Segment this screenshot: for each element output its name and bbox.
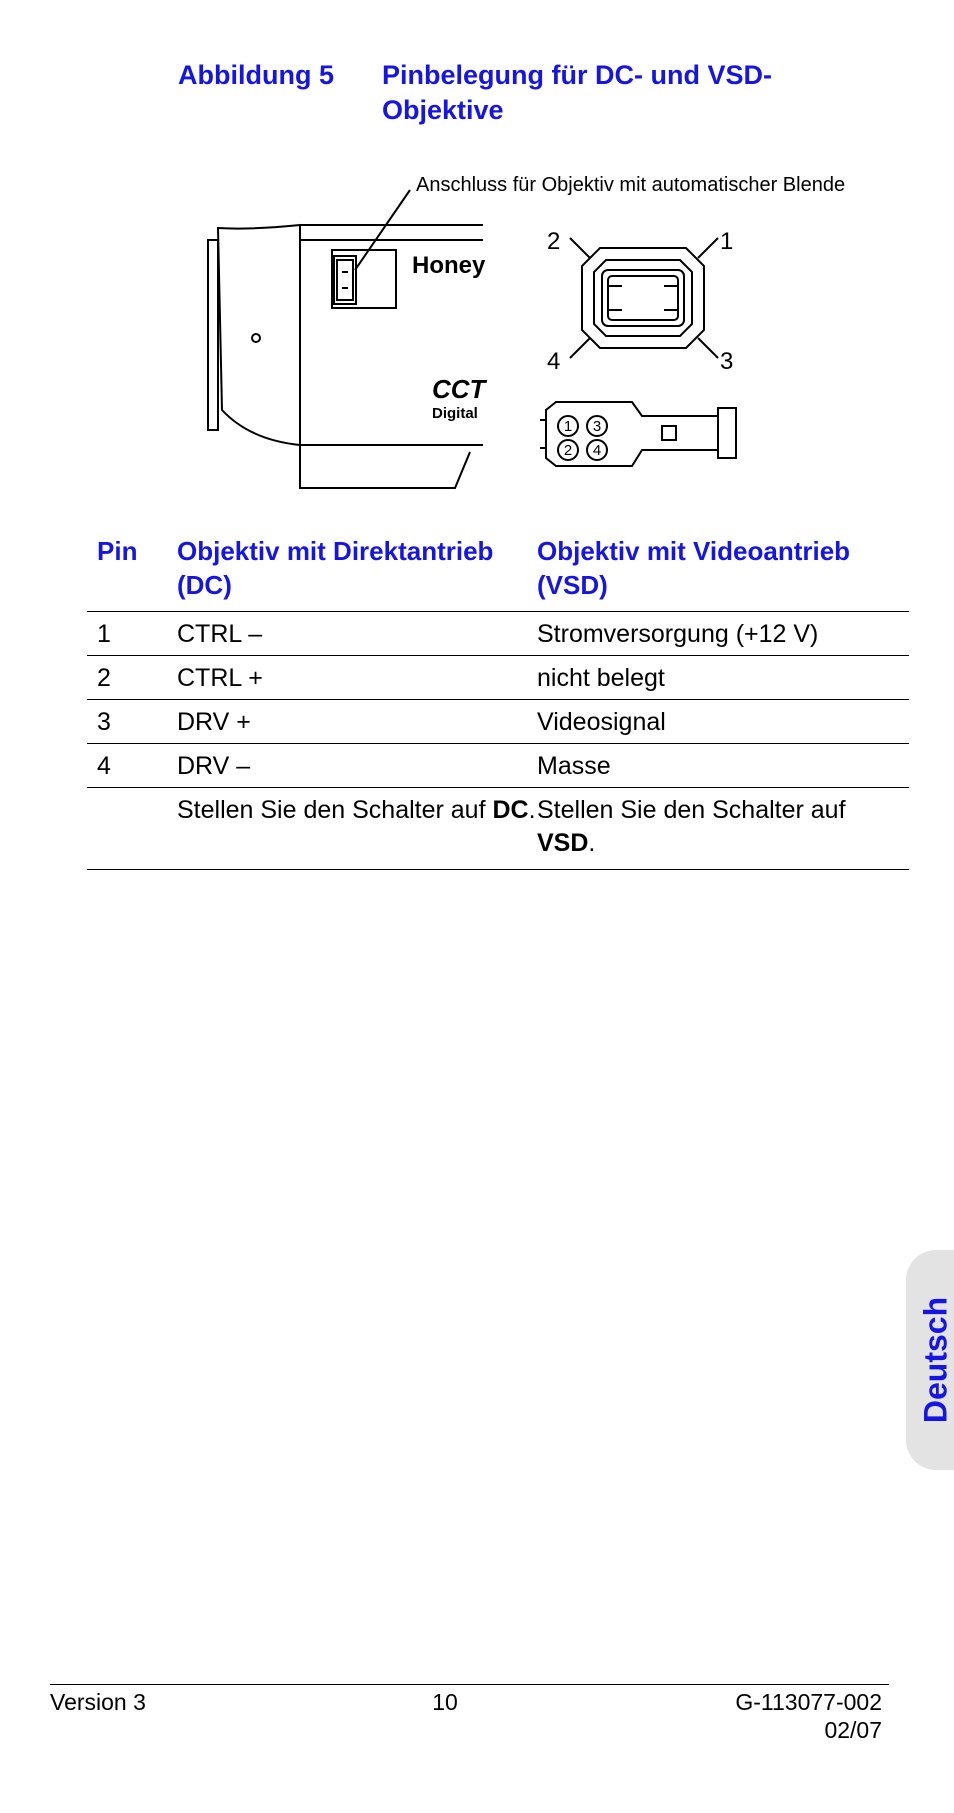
- footer-date: 02/07: [824, 1717, 882, 1743]
- language-tab-label: Deutsch: [917, 1296, 954, 1424]
- plug-pin-3: 3: [592, 418, 602, 435]
- header-pin: Pin: [97, 536, 138, 566]
- footer-divider: [50, 1684, 889, 1685]
- header-dc: Objektiv mit Direktantrieb (DC): [177, 536, 494, 600]
- pin-assignment-table: [87, 532, 909, 870]
- vsd-cell: Videosignal: [537, 700, 909, 744]
- table-row: [87, 656, 909, 700]
- pin-cell: 2: [87, 656, 177, 700]
- brand-text: Honey: [412, 252, 486, 279]
- figure-title: Pinbelegung für DC- und VSD-Objektive: [382, 60, 772, 125]
- vsd-cell: Stromversorgung (+12 V): [537, 612, 909, 656]
- pin-label-3: 3: [720, 348, 734, 375]
- plug-pin-2: 2: [563, 442, 573, 459]
- dc-switch-suffix: .: [528, 796, 536, 824]
- vsd-switch-cell: [537, 788, 909, 870]
- vsd-cell: Masse: [537, 744, 909, 788]
- header-vsd: Objektiv mit Videoantrieb (VSD): [537, 536, 851, 600]
- pin-cell: 1: [87, 612, 177, 656]
- dc-cell: CTRL +: [177, 656, 537, 700]
- connector-figure: [0, 170, 954, 500]
- dc-cell: CTRL –: [177, 612, 537, 656]
- pin-cell: 4: [87, 744, 177, 788]
- vsd-cell: nicht belegt: [537, 656, 909, 700]
- table-header-row: [87, 532, 909, 612]
- pin-label-1: 1: [720, 228, 734, 255]
- switch-row: [87, 788, 909, 870]
- vsd-switch-suffix: .: [588, 829, 596, 857]
- footer-doc-id: G-113077-002: [735, 1689, 882, 1715]
- figure-number: Abbildung 5: [178, 60, 334, 90]
- plug-pin-1: 1: [563, 418, 573, 435]
- footer-page-number: 10: [432, 1689, 458, 1715]
- footer-version: Version 3: [50, 1689, 146, 1715]
- pin-label-4: 4: [547, 348, 561, 375]
- product-sub-text: Digital: [432, 405, 478, 422]
- plug-pin-4: 4: [592, 442, 602, 459]
- product-text: CCT: [432, 374, 486, 404]
- vsd-switch-text: Stellen Sie den Schalter auf: [537, 796, 846, 824]
- table-row: [87, 612, 909, 656]
- dc-switch-bold: DC: [492, 796, 529, 824]
- dc-switch-text: Stellen Sie den Schalter auf: [177, 796, 493, 824]
- dc-cell: DRV +: [177, 700, 537, 744]
- vsd-switch-bold: VSD: [537, 829, 589, 857]
- pin-cell: 3: [87, 700, 177, 744]
- pin-label-2: 2: [547, 228, 561, 255]
- table-row: [87, 700, 909, 744]
- language-tab: [906, 1250, 954, 1470]
- camera-illustration: [0, 170, 954, 500]
- table-row: [87, 744, 909, 788]
- dc-cell: DRV –: [177, 744, 537, 788]
- dc-switch-cell: [177, 788, 537, 870]
- pin-cell-empty: [87, 788, 177, 870]
- connector-callout: Anschluss für Objektiv mit automatischer Blende: [416, 174, 846, 196]
